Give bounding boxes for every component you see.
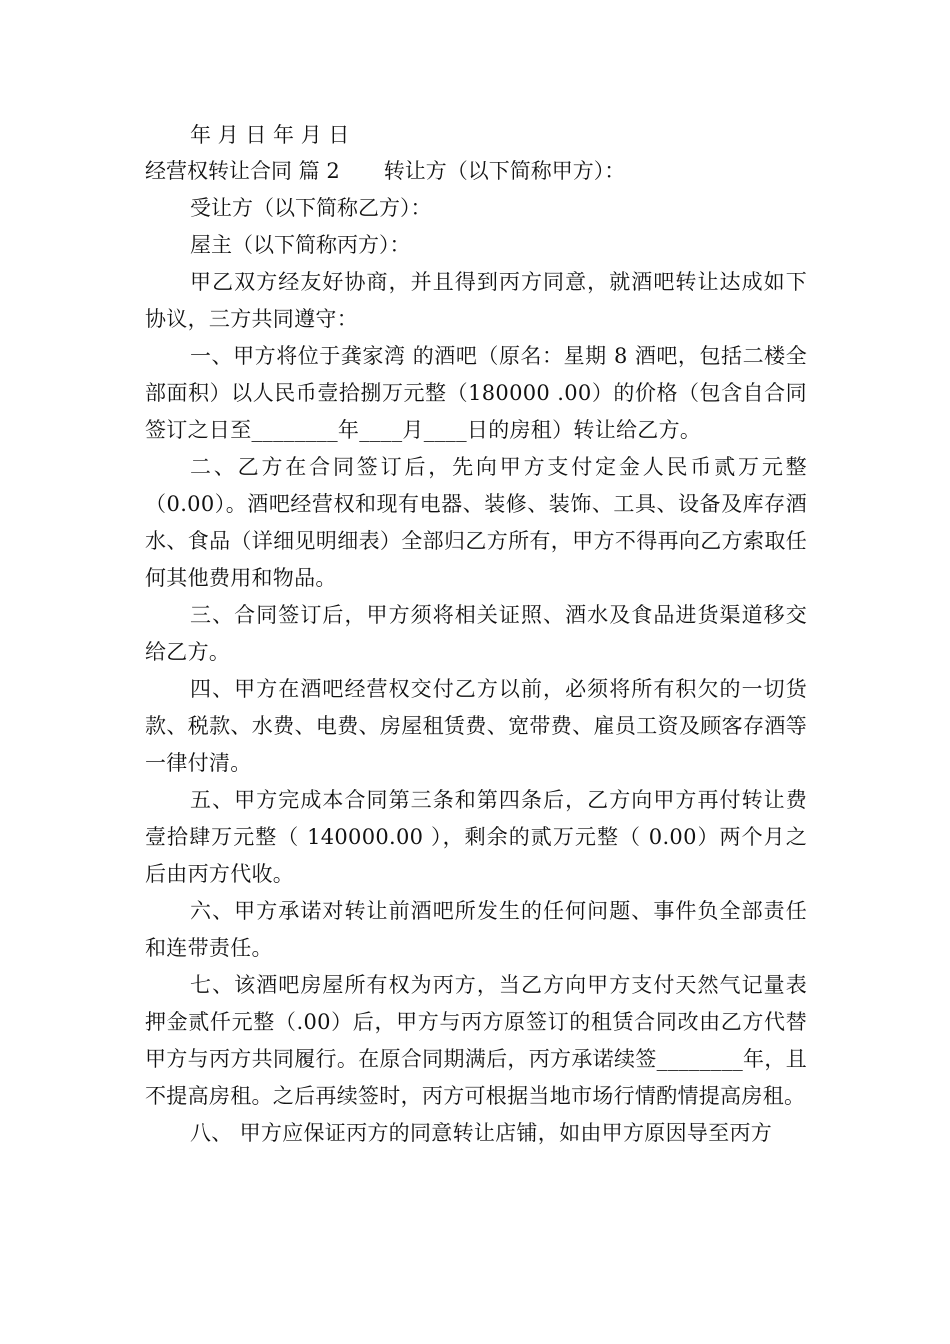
paragraph-clause-8: 八、 甲方应保证丙方的同意转让店铺，如由甲方原因导至丙方 bbox=[190, 1121, 773, 1145]
paragraph-clause-5: 五、甲方完成本合同第三条和第四条后，乙方向甲方再付转让费壹拾肆万元整（ 140000.00 ），剩余的贰万元整（ 0.00）两个月之后由丙方代收。 bbox=[145, 788, 807, 886]
document-page bbox=[145, 118, 807, 1152]
landlord-line: 屋主（以下简称丙方）： bbox=[190, 233, 411, 257]
paragraph-clause-6: 六、甲方承诺对转让前酒吧所发生的任何问题、事件负全部责任和连带责任。 bbox=[145, 899, 807, 960]
date-line: 年 月 日 年 月 日 bbox=[190, 123, 350, 147]
paragraph-clause-4: 四、甲方在酒吧经营权交付乙方以前，必须将所有积欠的一切货款、税款、水费、电费、房屋租赁费、宽带费、雇员工资及顾客存酒等一律付清。 bbox=[145, 677, 807, 775]
paragraph-intro: 甲乙双方经友好协商，并且得到丙方同意，就酒吧转让达成如下协议，三方共同遵守： bbox=[145, 270, 807, 331]
paragraph-clause-7: 七、该酒吧房屋所有权为丙方，当乙方向甲方支付天然气记量表押金贰仟元整（.00）后，甲方与丙方原签订的租赁合同改由乙方代替甲方与丙方共同履行。在原合同期满后，丙方承诺续签________年，且不提高房租。之后再续签时，丙方可根据当地市场行情酌情提高房租。 bbox=[145, 973, 807, 1108]
transferee-line: 受让方（以下简称乙方）： bbox=[190, 196, 432, 220]
transferor-line: 转让方（以下简称甲方）： bbox=[383, 159, 626, 183]
paragraph-clause-1: 一、甲方将位于龚家湾 的酒吧（原名：星期 8 酒吧，包括二楼全部面积）以人民币壹拾捌万元整（180000 .00）的价格（包含自合同签订之日至________年____月____日的房租）转让给乙方。 bbox=[145, 344, 807, 442]
paragraph-clause-3: 三、合同签订后，甲方须将相关证照、酒水及食品进货渠道移交给乙方。 bbox=[145, 603, 807, 664]
paragraph-clause-2: 二、乙方在合同签订后，先向甲方支付定金人民币贰万元整（0.00）。酒吧经营权和现有电器、装修、装饰、工具、设备及库存酒水、食品（详细见明细表）全部归乙方所有，甲方不得再向乙方索取任何其他费用和物品。 bbox=[145, 455, 807, 590]
title-line bbox=[145, 153, 807, 190]
contract-title: 经营权转让合同 篇 2 bbox=[145, 159, 340, 183]
